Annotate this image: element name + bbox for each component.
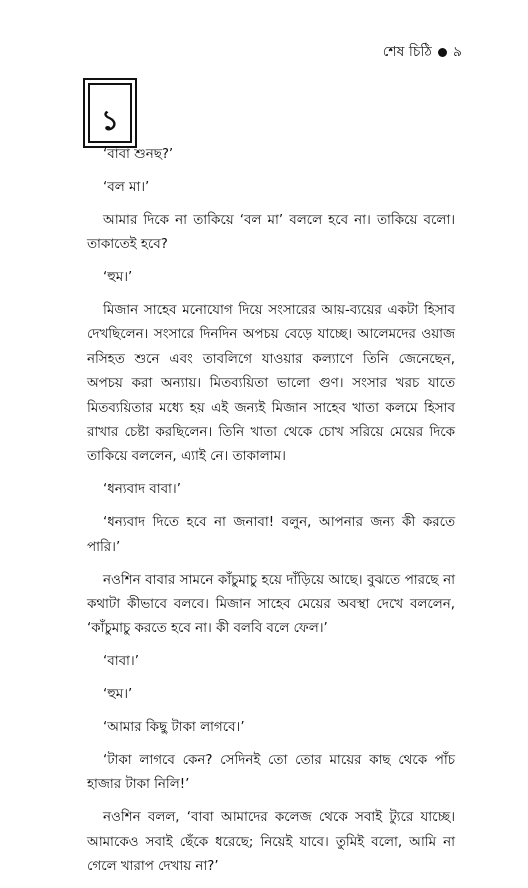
paragraph: আমার দিকে না তাকিয়ে ‘বল মা’ বললে হবে না। তাকিয়ে বলো। তাকাতেই হবে? (87, 212, 455, 253)
bullet-dot-icon (438, 48, 447, 57)
paragraph: ‘বাবা।’ (103, 654, 139, 670)
paragraph: ‘টাকা লাগবে কেন? সেদিনই তো তোর মায়ের কাছ থেকে পাঁচ হাজার টাকা নিলি!’ (87, 753, 455, 793)
paragraph: নওশিন বাবার সামনে কাঁচুমাচু হয়ে দাঁড়িয়ে আছে। বুঝতে পারছে না কথাটা কীভাবে বলবে। মিজান সাহেব মেয়ের অবস্থা দেখে বললেন, ‘কাঁচুমাচু করতে হবে না। কী বলবি বলে ফেল।’ (87, 572, 455, 637)
paragraph: ‘আমার কিছু টাকা লাগবে।’ (103, 720, 245, 736)
running-head (383, 40, 462, 64)
body-text (87, 143, 455, 888)
chapter-number: ১ (100, 104, 120, 137)
paragraph: ‘বল মা।’ (103, 179, 150, 195)
paragraph: ‘হুম।’ (103, 687, 133, 703)
paragraph: মিজান সাহেব মনোযোগ দিয়ে সংসারের আয়-ব্যয়ের একটা হিসাব দেখছিলেন। সংসারে দিনদিন অপচয় বেড়ে যাচ্ছে। আলেমদের ওয়াজ নসিহত শুনে এবং তাবলিগে যাওয়ার কল্যাণে তিনি জেনেছেন, অপচয় করা অন্যায়। মিতব্যয়িতা ভালো গুণ। সংসার খরচ যাতে মিতব্যয়িতার মধ্যে হয় এই জন্যই মিজান সাহেব খাতা কলমে হিসাব রাখার চেষ্টা করছিলেন। তিনি খাতা থেকে চোখ সরিয়ে মেয়ের দিকে তাকিয়ে বললেন, এ্যাই নে। তাকালাম। (87, 303, 455, 465)
paragraph: নওশিন বলল, ‘বাবা আমাদের কলেজ থেকে সবাই ট্যুরে যাচ্ছে। আমাকেও সবাই ছেঁকে ধরেছে; নিয়েই যাবে। তুমিই বলো, আমি না গেলে খারাপ দেখায় না?’ (87, 810, 455, 875)
paragraph: ‘বাবা শুনছ?’ (103, 147, 174, 162)
running-title: শেষ চিঠি (382, 44, 432, 60)
paragraph: ‘ধন্যবাদ দিতে হবে না জনাবা! বলুন, আপনার জন্য কী করতে পারি।’ (87, 515, 455, 555)
chapter-number-box (88, 83, 132, 143)
paragraph: ‘ধন্যবাদ বাবা।’ (103, 482, 181, 498)
paragraph: ‘হুম।’ (103, 270, 133, 286)
page-number: ৯ (452, 44, 462, 60)
